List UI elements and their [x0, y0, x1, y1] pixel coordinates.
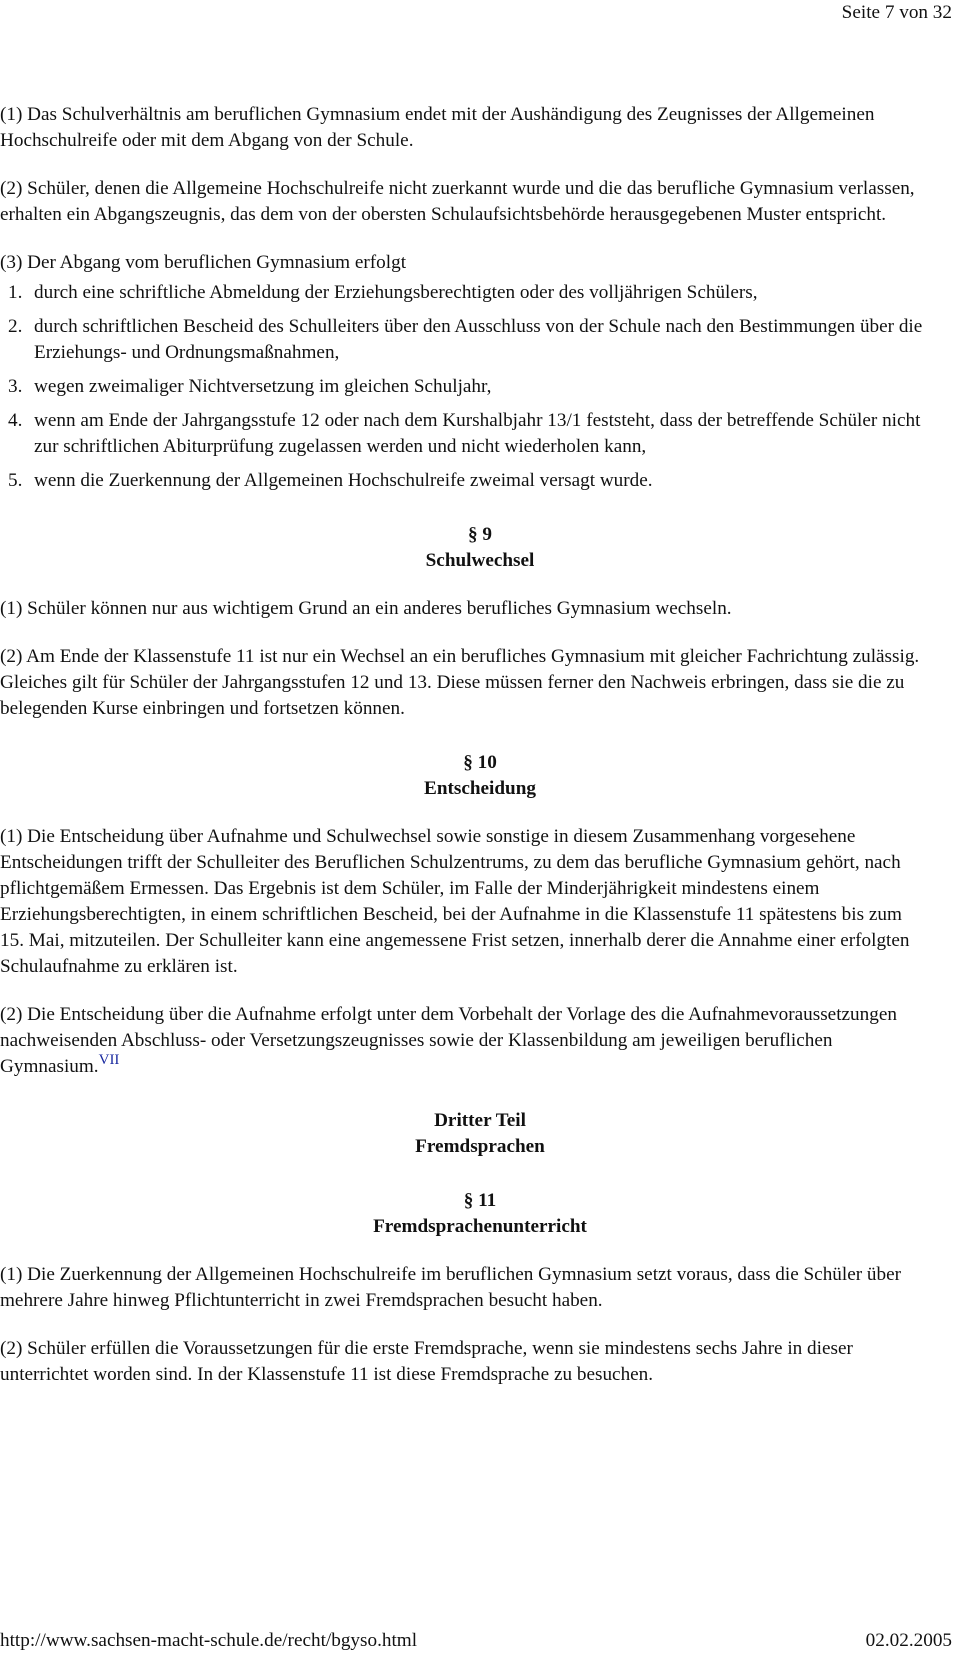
section-11-number: § 11 — [463, 1190, 497, 1211]
section-10-heading — [0, 750, 960, 802]
list-item-number: 4. — [8, 410, 23, 431]
list-item-text: wegen zweimaliger Nichtversetzung im gleichen Schuljahr, — [34, 376, 492, 397]
list-item — [0, 408, 960, 460]
section-9-paragraph-2: (2) Am Ende der Klassenstufe 11 ist nur ein Wechsel an ein berufliches Gymnasium mit gleicher Fachrichtung zulässig. Gleiches gilt für Schüler der Jahrgangsstufen 12 und 13. Diese müssen ferner den Nachweis erbringen, dass sie die zu belegenden Kurse einbringen und fortsetzen können. — [0, 646, 920, 719]
part-3-heading — [0, 1108, 960, 1160]
section-9-paragraph-1: (1) Schüler können nur aus wichtigem Grund an ein anderes berufliches Gymnasium wechseln. — [0, 598, 732, 619]
page-indicator: Seite 7 von 32 — [841, 2, 952, 23]
section-11-heading — [0, 1188, 960, 1240]
paragraph-3: (3) Der Abgang vom beruflichen Gymnasium erfolgt — [0, 252, 407, 273]
section-10-title: Entscheidung — [424, 778, 536, 799]
section-10-number: § 10 — [463, 752, 497, 773]
section-11-paragraph-2: (2) Schüler erfüllen die Voraussetzungen für die erste Fremdsprache, wenn sie mindestens sechs Jahre in dieser unterrichtet worden sind. In der Klassenstufe 11 ist diese Fremdsprache zu besuchen. — [0, 1338, 853, 1385]
footer-date: 02.02.2005 — [865, 1630, 952, 1651]
list-item-text: durch schriftlichen Bescheid des Schulleiters über den Ausschluss von der Schule nach den Bestimmungen über die Erziehungs- und Ordnungsmaßnahmen, — [34, 316, 923, 363]
section-10-paragraph-2 — [0, 1002, 960, 1080]
list-item-number: 1. — [8, 282, 23, 303]
list-item-number: 2. — [8, 316, 23, 337]
section-10-paragraph-1: (1) Die Entscheidung über Aufnahme und Schulwechsel sowie sonstige in diesem Zusammenhang vorgesehene Entscheidungen trifft der Schulleiter des Beruflichen Schulzentrums, zu dem das berufliche Gymnasium gehört, nach pflichtgemäßem Ermessen. Das Ergebnis ist dem Schüler, im Falle der Minderjährigkeit mindestens einem Erziehungsberechtigten, in einem schriftlichen Bescheid, bei der Aufnahme in die Klassenstufe 11 spätestens bis zum 15. Mai, mitzuteilen. Der Schulleiter kann eine angemessene Frist setzen, innerhalb derer die Annahme einer erfolgten Schulaufnahme zu erklären ist. — [0, 826, 910, 977]
list-item — [0, 374, 960, 400]
list-item — [0, 314, 960, 366]
list-item-text: durch eine schriftliche Abmeldung der Erziehungsberechtigten oder des volljährigen Schülers, — [34, 282, 758, 303]
list-item-text: wenn am Ende der Jahrgangsstufe 12 oder nach dem Kurshalbjahr 13/1 feststeht, dass der betreffende Schüler nicht zur schriftlichen Abiturprüfung zugelassen werden und nicht wiederholen kann, — [34, 410, 921, 457]
part-3-label: Dritter Teil — [434, 1110, 526, 1131]
document-body — [0, 102, 960, 1410]
section-11-title: Fremdsprachenunterricht — [373, 1216, 587, 1237]
list-item — [0, 468, 960, 494]
part-3-title: Fremdsprachen — [415, 1136, 545, 1157]
list-item-number: 5. — [8, 470, 23, 491]
section-9-number: § 9 — [468, 524, 492, 545]
list-item — [0, 280, 960, 306]
section-9-title: Schulwechsel — [425, 550, 535, 571]
departure-list — [0, 280, 960, 494]
paragraph-2: (2) Schüler, denen die Allgemeine Hochschulreife nicht zuerkannt wurde und die das berufliche Gymnasium verlassen, erhalten ein Abgangszeugnis, das dem von der obersten Schulaufsichtsbehörde herausgegebenen Muster entspricht. — [0, 178, 915, 225]
page-footer — [0, 1628, 952, 1654]
footer-url: http://www.sachsen-macht-schule.de/recht/bgyso.html — [0, 1630, 418, 1651]
list-item-number: 3. — [8, 376, 23, 397]
section-10-paragraph-2-text: (2) Die Entscheidung über die Aufnahme erfolgt unter dem Vorbehalt der Vorlage des die Aufnahmevoraussetzungen nachweisenden Abschluss- oder Versetzungszeugnisses sowie der Klassenbildung am jeweiligen beruflichen Gymnasium. — [0, 1004, 897, 1077]
paragraph-1: (1) Das Schulverhältnis am beruflichen Gymnasium endet mit der Aushändigung des Zeugnisses der Allgemeinen Hochschulreife oder mit dem Abgang von der Schule. — [0, 104, 875, 151]
list-item-text: wenn die Zuerkennung der Allgemeinen Hochschulreife zweimal versagt wurde. — [34, 470, 653, 491]
section-9-heading — [0, 522, 960, 574]
footnote-link[interactable]: VII — [98, 1052, 120, 1068]
section-11-paragraph-1: (1) Die Zuerkennung der Allgemeinen Hochschulreife im beruflichen Gymnasium setzt voraus, dass die Schüler über mehrere Jahre hinweg Pflichtunterricht in zwei Fremdsprachen besucht haben. — [0, 1264, 902, 1311]
